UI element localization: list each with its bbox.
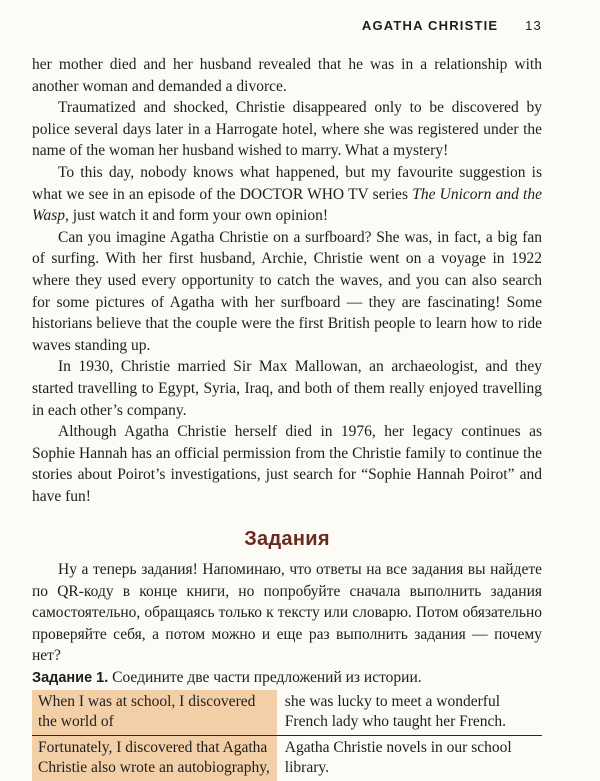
opinion-text-before: To this day, nobody knows what happened, but my favourite suggestion is what we see in an episode of the DOCTOR WHO TV series bbox=[32, 163, 542, 203]
paragraph: her mother died and her husband revealed that he was in a relationship with another woman and demanded a divorce. bbox=[32, 56, 542, 95]
matching-table bbox=[32, 690, 542, 781]
header-title: AGATHA CHRISTIE bbox=[361, 18, 499, 33]
table-row bbox=[32, 690, 542, 736]
task-1-instruction: Соедините две части предложений из истории. bbox=[112, 669, 422, 687]
task-1-title bbox=[32, 667, 542, 690]
paragraph: Although Agatha Christie herself died in 1976, her legacy continues as Sophie Hannah has an official permission from the Christie family to continue the stories about Poirot’s investigations, just search for “Sophie Hannah Poirot” and have fun! bbox=[32, 423, 542, 505]
tasks-intro: Ну а теперь задания! Напоминаю, что ответы на все задания вы найдете по QR-коду в конце книги, но попробуйте сначала выполнить задания самостоятельно, обращаясь только к тексту или словарю. Потом обязательно проверяйте себя, а потом можно и еще раз выполнить задания — почему нет? bbox=[32, 561, 542, 665]
paragraph: In 1930, Christie married Sir Max Mallowan, an archaeologist, and they started travelling to Egypt, Syria, Iraq, and both of them really enjoyed travelling in each other’s company. bbox=[32, 358, 542, 419]
page-number: 13 bbox=[525, 18, 542, 33]
paragraph: Traumatized and shocked, Christie disappeared only to be discovered by police several days later in a Harrogate hotel, where she was registered under the name of the woman her husband wished to marry. What a mystery! bbox=[32, 99, 542, 160]
episode-title: The Unicorn and the Wasp bbox=[32, 185, 542, 225]
sentence-end-cell: Agatha Christie novels in our school library. bbox=[277, 735, 542, 781]
task-1-label: Задание 1. bbox=[32, 670, 109, 687]
paragraph-opinion bbox=[32, 162, 542, 227]
section-heading: Задания bbox=[244, 528, 330, 551]
table-row bbox=[32, 735, 542, 781]
sentence-start-cell: When I was at school, I discovered the world of bbox=[32, 690, 277, 736]
page-body bbox=[32, 54, 542, 781]
sentence-end-cell: she was lucky to meet a wonderful French lady who taught her French. bbox=[277, 690, 542, 736]
paragraph: Can you imagine Agatha Christie on a surfboard? She was, in fact, a big fan of surfing. With her first husband, Archie, Christie went on a voyage in 1922 where they used every opportunity to catch the waves, and you can also search for some pictures of Agatha with her surfboard — they are fascinating! Some historians believe that the couple were the first British people to learn how to ride waves standing up. bbox=[32, 228, 542, 354]
opinion-text-after: , just watch it and form your own opinion! bbox=[65, 207, 329, 225]
sentence-start-cell: Fortunately, I discovered that Agatha Christie also wrote an autobiography, bbox=[32, 735, 277, 781]
running-header bbox=[362, 18, 542, 33]
